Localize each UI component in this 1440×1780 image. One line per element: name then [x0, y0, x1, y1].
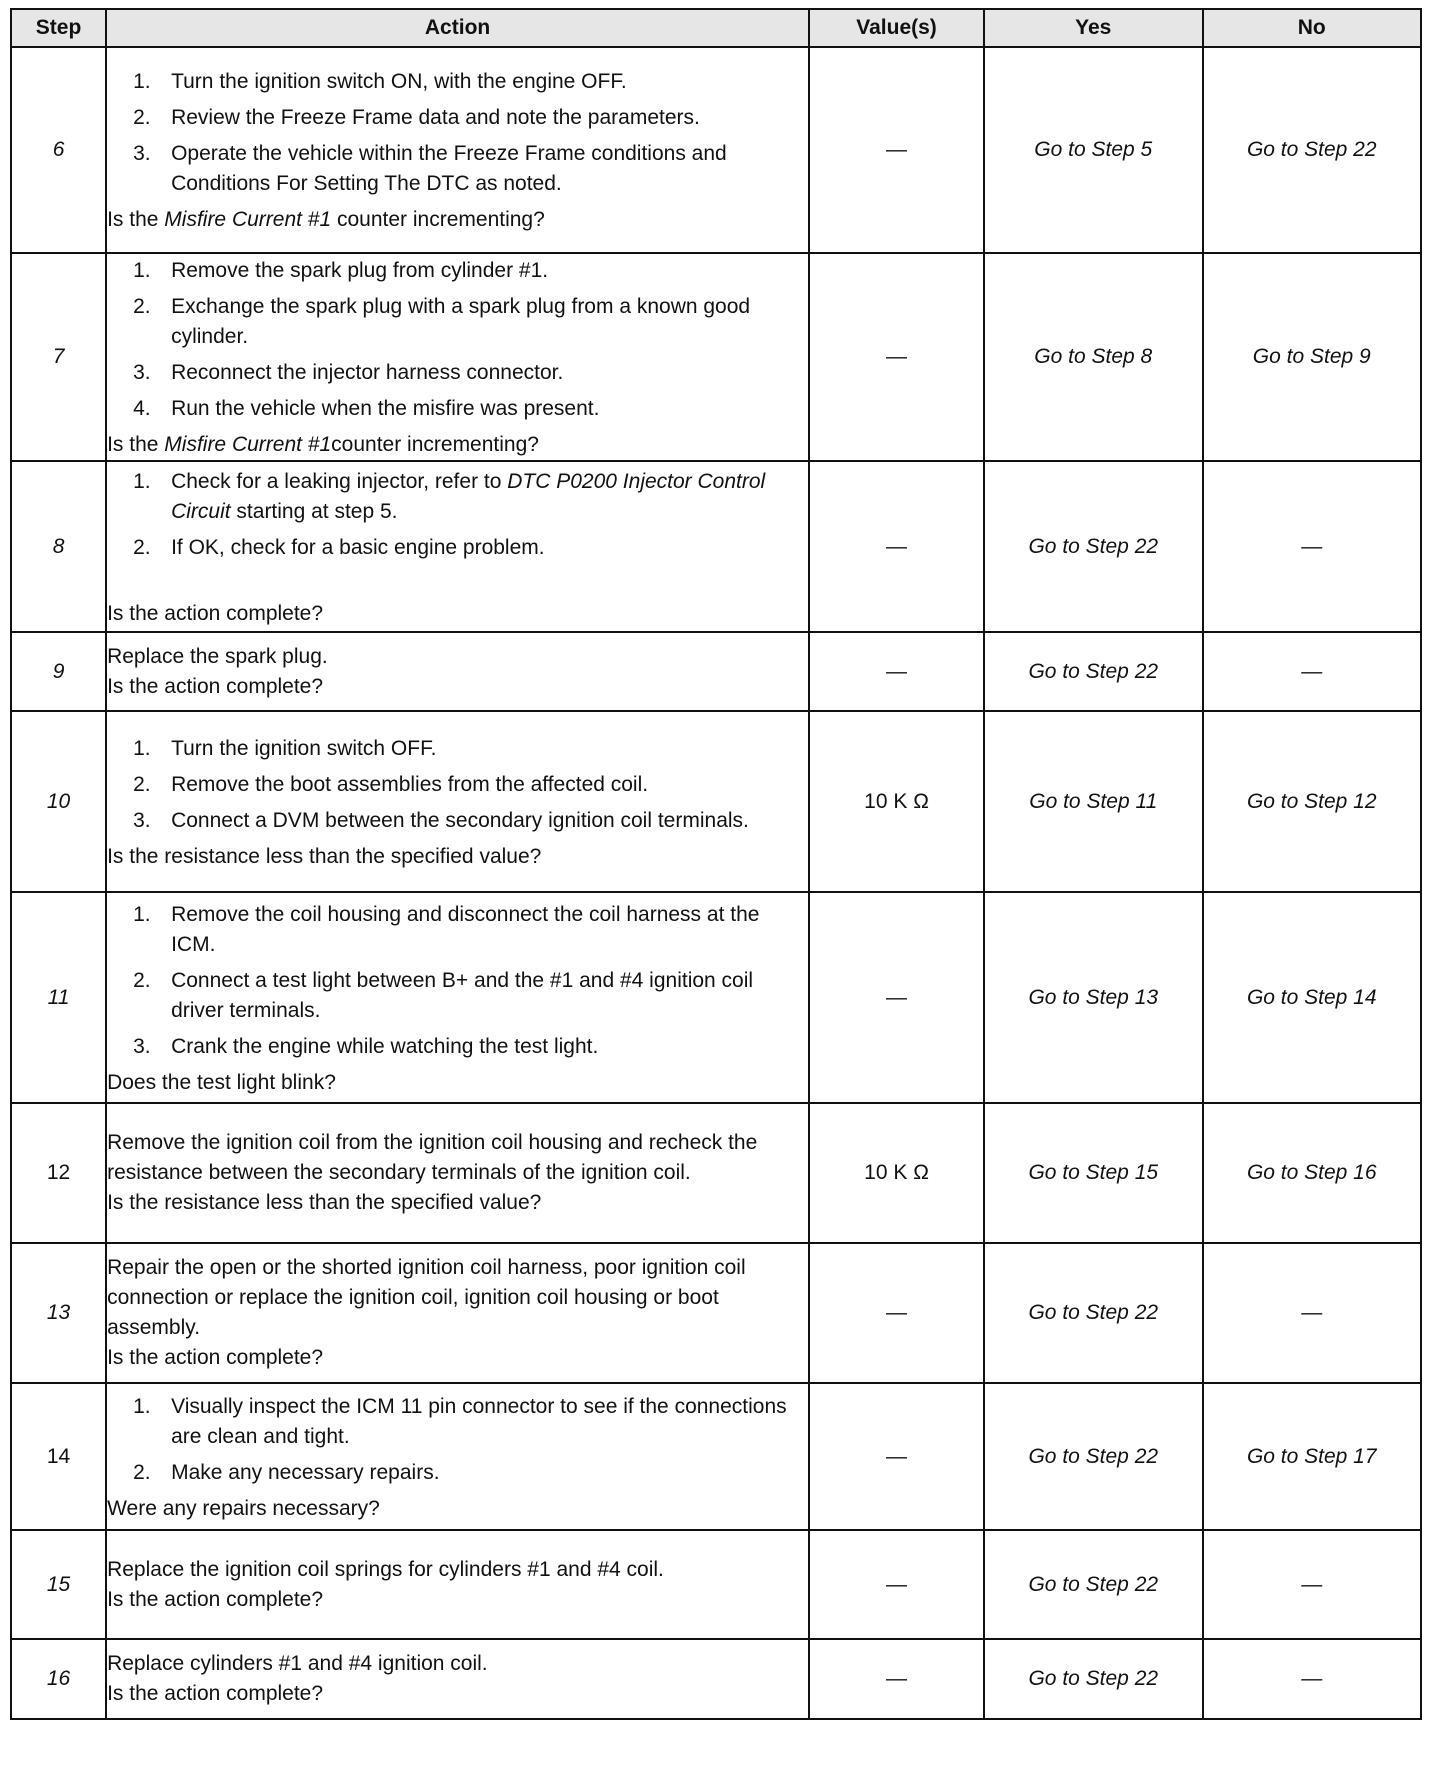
header-no: No [1203, 9, 1422, 47]
list-item: 1. Turn the ignition switch OFF. [133, 736, 437, 760]
no-result: — [1203, 461, 1422, 632]
table-row [11, 1103, 1421, 1243]
action-text: Replace cylinders #1 and #4 ignition coil. [107, 1652, 488, 1675]
step-number: 8 [11, 461, 106, 632]
step-number: 15 [11, 1530, 106, 1639]
question: Is the resistance less than the specified value? [107, 844, 542, 868]
value-cell: — [809, 632, 984, 711]
yes-result: Go to Step 13 [984, 892, 1202, 1103]
step-number: 9 [11, 632, 106, 711]
yes-result: Go to Step 11 [984, 711, 1202, 892]
question: Were any repairs necessary? [107, 1496, 380, 1520]
action-list [107, 467, 808, 563]
action-cell [106, 1243, 809, 1383]
header-step: Step [11, 9, 106, 47]
yes-result: Go to Step 22 [984, 1530, 1202, 1639]
value-cell: — [809, 253, 984, 461]
action-cell [106, 1103, 809, 1243]
value-cell: — [809, 892, 984, 1103]
table-row [11, 892, 1421, 1103]
header-yes: Yes [984, 9, 1202, 47]
list-item: 2. Exchange the spark plug with a spark plug from a known good cylinder. [133, 295, 751, 348]
list-item: 2. Review the Freeze Frame data and note the parameters. [133, 106, 700, 129]
no-result: — [1203, 632, 1422, 711]
value-cell: 10 K Ω [809, 711, 984, 892]
header-action: Action [106, 9, 809, 47]
action-cell [106, 892, 809, 1103]
yes-result: Go to Step 5 [984, 47, 1202, 253]
list-item: 1. Remove the coil housing and disconnect the coil harness at the ICM. [133, 902, 760, 956]
value-cell: 10 K Ω [809, 1103, 984, 1243]
no-result: Go to Step 16 [1203, 1103, 1422, 1243]
list-item: 4. Run the vehicle when the misfire was present. [133, 397, 600, 420]
action-text: Replace the ignition coil springs for cylinders #1 and #4 coil. [107, 1557, 664, 1581]
action-text: Replace the spark plug. [107, 644, 328, 668]
no-result: Go to Step 22 [1203, 47, 1422, 253]
action-list [107, 256, 808, 424]
value-cell: — [809, 47, 984, 253]
list-item: 1. Remove the spark plug from cylinder #1. [133, 259, 549, 282]
action-cell [106, 632, 809, 711]
header-values: Value(s) [809, 9, 984, 47]
table-row [11, 253, 1421, 461]
step-number: 12 [11, 1103, 106, 1243]
step-number: 10 [11, 711, 106, 892]
action-cell [106, 1639, 809, 1719]
list-item: 1. Visually inspect the ICM 11 pin connector to see if the connections are clean and tight. [133, 1394, 787, 1448]
value-cell: — [809, 1639, 984, 1719]
action-list [107, 1392, 808, 1488]
list-item: 3. Crank the engine while watching the test light. [133, 1034, 599, 1058]
question: Is the action complete? [107, 601, 324, 625]
table-row [11, 711, 1421, 892]
question: Is the action complete? [107, 1346, 324, 1369]
step-number: 14 [11, 1383, 106, 1530]
step-number: 16 [11, 1639, 106, 1719]
diagnostic-table [10, 8, 1422, 1720]
yes-result: Go to Step 22 [984, 1383, 1202, 1530]
question: Is the action complete? [107, 1682, 324, 1705]
table-row [11, 1639, 1421, 1719]
header-row [11, 9, 1421, 47]
action-text: Repair the open or the shorted ignition coil harness, poor ignition coil connection or replace the ignition coil, ignition coil housing or boot assembly. [107, 1256, 746, 1339]
action-list [107, 734, 808, 836]
action-cell [106, 1530, 809, 1639]
table-row [11, 1243, 1421, 1383]
table-row [11, 47, 1421, 253]
list-item: 3. Connect a DVM between the secondary ignition coil terminals. [133, 808, 749, 832]
table-row [11, 632, 1421, 711]
value-cell: — [809, 461, 984, 632]
table-row [11, 1530, 1421, 1639]
no-result: — [1203, 1243, 1422, 1383]
list-item: 2. Make any necessary repairs. [133, 1460, 440, 1484]
list-item: 2. Connect a test light between B+ and the #1 and #4 ignition coil driver terminals. [133, 968, 754, 1022]
yes-result: Go to Step 22 [984, 461, 1202, 632]
step-number: 6 [11, 47, 106, 253]
table-row [11, 1383, 1421, 1530]
action-list [107, 67, 808, 199]
list-item: 2. Remove the boot assemblies from the affected coil. [133, 772, 649, 796]
action-text: Remove the ignition coil from the ignition coil housing and recheck the resistance between the secondary terminals of the ignition coil. [107, 1131, 758, 1184]
step-number: 13 [11, 1243, 106, 1383]
value-cell: — [809, 1530, 984, 1639]
no-result: Go to Step 12 [1203, 711, 1422, 892]
yes-result: Go to Step 22 [984, 632, 1202, 711]
yes-result: Go to Step 22 [984, 1639, 1202, 1719]
no-result: Go to Step 17 [1203, 1383, 1422, 1530]
action-cell [106, 47, 809, 253]
list-item: 1. Check for a leaking injector, refer to DTC P0200 Injector Control Circuit starting at step 5. [133, 469, 766, 523]
no-result: — [1203, 1639, 1422, 1719]
action-cell [106, 1383, 809, 1530]
action-cell [106, 253, 809, 461]
list-item: 2. If OK, check for a basic engine problem. [133, 535, 545, 559]
table-row [11, 461, 1421, 632]
action-list [107, 900, 808, 1062]
step-number: 7 [11, 253, 106, 461]
no-result: Go to Step 9 [1203, 253, 1422, 461]
action-cell [106, 711, 809, 892]
question: Is the Misfire Current #1counter incrementing? [107, 433, 539, 456]
no-result: Go to Step 14 [1203, 892, 1422, 1103]
value-cell: — [809, 1383, 984, 1530]
step-number: 11 [11, 892, 106, 1103]
question: Is the action complete? [107, 674, 324, 698]
yes-result: Go to Step 8 [984, 253, 1202, 461]
value-cell: — [809, 1243, 984, 1383]
yes-result: Go to Step 22 [984, 1243, 1202, 1383]
list-item: 1. Turn the ignition switch ON, with the engine OFF. [133, 70, 627, 93]
yes-result: Go to Step 15 [984, 1103, 1202, 1243]
list-item: 3. Operate the vehicle within the Freeze Frame conditions and Conditions For Setting The DTC as noted. [133, 142, 727, 195]
question: Is the Misfire Current #1 counter incrementing? [107, 208, 545, 231]
question: Does the test light blink? [107, 1070, 336, 1094]
list-item: 3. Reconnect the injector harness connector. [133, 361, 564, 384]
no-result: — [1203, 1530, 1422, 1639]
action-cell [106, 461, 809, 632]
question: Is the action complete? [107, 1587, 324, 1611]
question: Is the resistance less than the specified value? [107, 1191, 542, 1214]
